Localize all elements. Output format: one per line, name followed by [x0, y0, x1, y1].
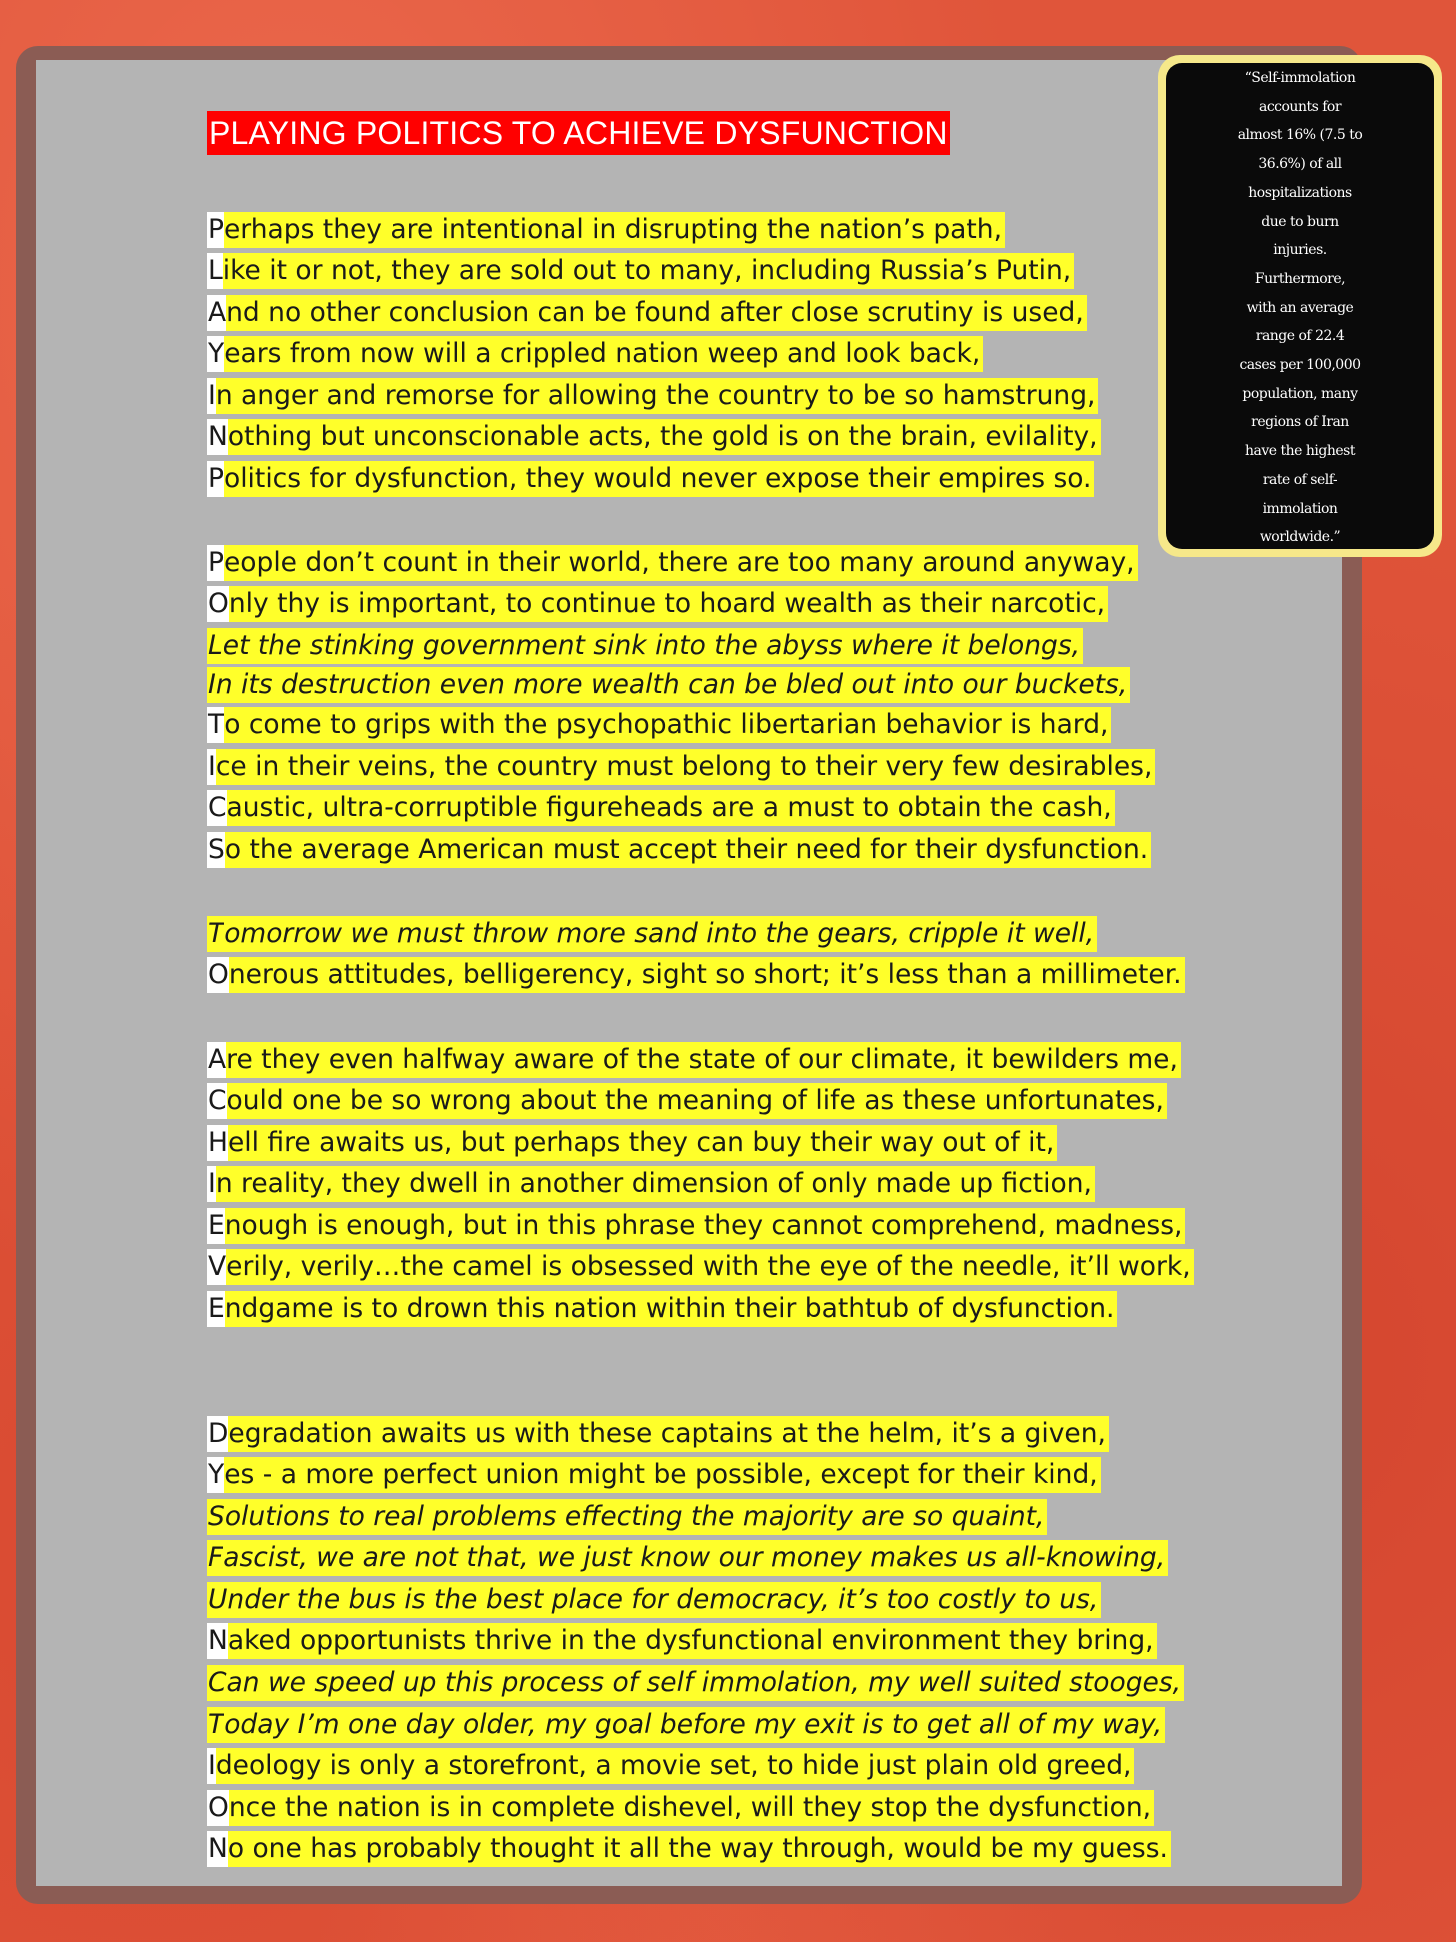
- poem-line: Degradation awaits us with these captains at the helm, it’s a given,: [207, 1412, 1184, 1454]
- stanza-1: [207, 208, 1101, 499]
- poem-line: Onerous attitudes, belligerency, sight so short; it’s less than a millimeter.: [207, 954, 1185, 996]
- poem-line: Once the nation is in complete dishevel, will they stop the dysfunction,: [207, 1786, 1184, 1828]
- poem-line: Nothing but unconscionable acts, the gold is on the brain, evilality,: [207, 416, 1101, 458]
- quote-line: Furthermore,: [1254, 270, 1346, 287]
- poem-line: No one has probably thought it all the way through, would be my guess.: [207, 1828, 1184, 1870]
- poem-line: Like it or not, they are sold out to many, including Russia’s Putin,: [207, 250, 1101, 292]
- stanza-5: [207, 1412, 1184, 1870]
- stanza-2: [207, 541, 1155, 870]
- poem-line: To come to grips with the psychopathic libertarian behavior is hard,: [207, 704, 1155, 746]
- poem-line: Are they even halfway aware of the state of our climate, it bewilders me,: [207, 1038, 1194, 1080]
- poem-line: Endgame is to drown this nation within their bathtub of dysfunction.: [207, 1288, 1194, 1330]
- quote-line: 36.6%) of all: [1258, 156, 1342, 173]
- quote-line: population, many: [1242, 385, 1358, 402]
- quote-line: “Self-immolation: [1244, 70, 1356, 86]
- poem-line: Caustic, ultra-corruptible figureheads are a must to obtain the cash,: [207, 787, 1155, 829]
- poem-line: Hell fire awaits us, but perhaps they can buy their way out of it,: [207, 1121, 1194, 1163]
- poem-line: Ideology is only a storefront, a movie set, to hide just plain old greed,: [207, 1745, 1184, 1787]
- stanza-3: [207, 912, 1185, 995]
- poem-line: Enough is enough, but in this phrase they cannot comprehend, madness,: [207, 1204, 1194, 1246]
- poem-line: In reality, they dwell in another dimension of only made up fiction,: [207, 1163, 1194, 1205]
- poem-line: Politics for dysfunction, they would never expose their empires so.: [207, 458, 1101, 500]
- poem-line: Verily, verily…the camel is obsessed with the eye of the needle, it’ll work,: [207, 1246, 1194, 1288]
- quote-line: injuries.: [1273, 242, 1327, 259]
- quote-line: worldwide.”: [1259, 529, 1341, 546]
- poem-line: Naked opportunists thrive in the dysfunctional environment they bring,: [207, 1620, 1184, 1662]
- quote-line: regions of Iran: [1251, 414, 1349, 431]
- poem-line: Let the stinking government sink into the abyss where it belongs,: [207, 624, 1155, 666]
- poem-line: So the average American must accept their need for their dysfunction.: [207, 829, 1155, 871]
- poem-line: Yes - a more perfect union might be possible, except for their kind,: [207, 1454, 1184, 1496]
- quote-line: with an average: [1246, 299, 1354, 316]
- quote-line: range of 22.4: [1255, 328, 1345, 345]
- poem-line: Only thy is important, to continue to hoard wealth as their narcotic,: [207, 583, 1155, 625]
- poem-title: PLAYING POLITICS TO ACHIEVE DYSFUNCTION: [207, 111, 950, 155]
- quote-line: accounts for: [1258, 98, 1342, 115]
- poem-line: Under the bus is the best place for democracy, it’s too costly to us,: [207, 1578, 1184, 1620]
- poem-line: People don’t count in their world, there are too many around anyway,: [207, 541, 1155, 583]
- poem-line: In its destruction even more wealth can be bled out into our buckets,: [207, 666, 1155, 704]
- poem-line: Tomorrow we must throw more sand into the gears, cripple it well,: [207, 912, 1185, 954]
- poem-line: Can we speed up this process of self immolation, my well suited stooges,: [207, 1662, 1184, 1704]
- stanza-4: [207, 1038, 1194, 1329]
- poem-line: Ice in their veins, the country must belong to their very few desirables,: [207, 745, 1155, 787]
- quote-text: [1166, 64, 1434, 552]
- quote-line: cases per 100,000: [1239, 357, 1361, 374]
- poem-line: Fascist, we are not that, we just know our money makes us all-knowing,: [207, 1537, 1184, 1579]
- quote-line: hospitalizations: [1248, 184, 1352, 201]
- quote-line: due to burn: [1261, 213, 1339, 230]
- poem-line: Solutions to real problems effecting the majority are so quaint,: [207, 1495, 1184, 1537]
- poem-line: And no other conclusion can be found after close scrutiny is used,: [207, 291, 1101, 333]
- poem-line: Perhaps they are intentional in disrupting the nation’s path,: [207, 208, 1101, 250]
- quote-line: rate of self-: [1262, 471, 1338, 488]
- poem-line: In anger and remorse for allowing the country to be so hamstrung,: [207, 374, 1101, 416]
- quote-line: almost 16% (7.5 to: [1237, 127, 1363, 144]
- quote-line: have the highest: [1245, 443, 1355, 460]
- quote-line: immolation: [1262, 500, 1338, 517]
- poem-line: Years from now will a crippled nation weep and look back,: [207, 333, 1101, 375]
- poem-line: Could one be so wrong about the meaning of life as these unfortunates,: [207, 1080, 1194, 1122]
- poem-line: Today I’m one day older, my goal before my exit is to get all of my way,: [207, 1703, 1184, 1745]
